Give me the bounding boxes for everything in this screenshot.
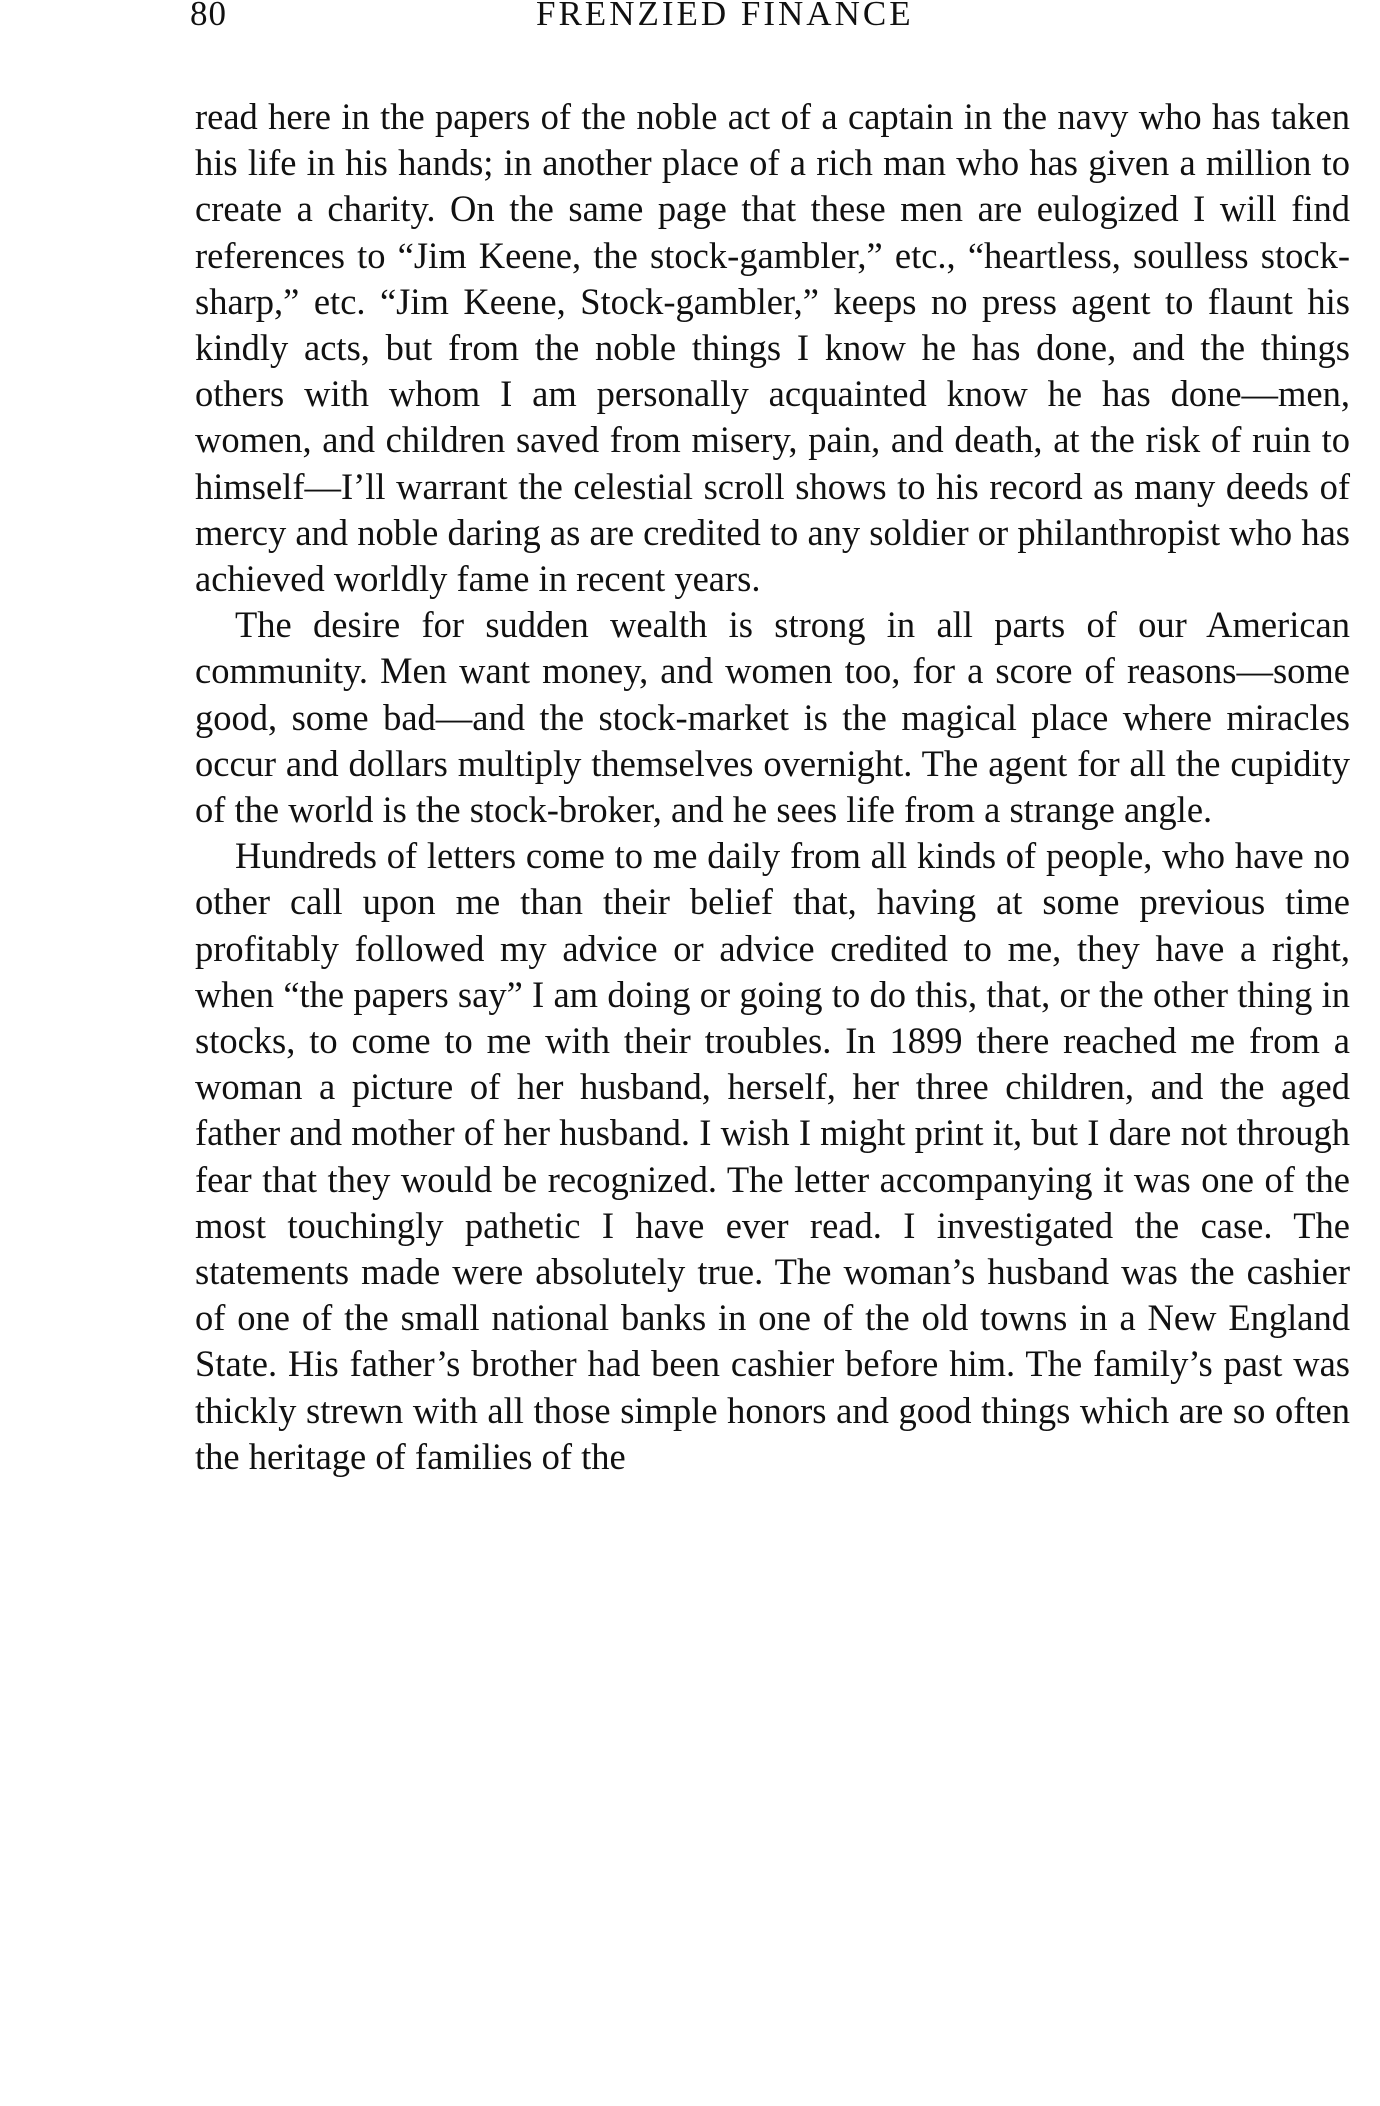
paragraph: The desire for sudden wealth is strong in all parts of our American community. Men want money, and women too, for a score of reasons—some good, some bad—and the stock-market is the magical place where miracles occur and dollars multiply themselves overnight. The agent for all the cupidity of the world is the stock-broker, and he sees life from a strange angle.	[195, 604, 1350, 831]
paragraph-continued: read here in the papers of the noble act of a captain in the navy who has taken his life in his hands; in another place of a rich man who has given a million to create a charity. On the same page that these men are eulogized I will find references to “Jim Keene, the stock-gambler,” etc., “heartless, soulless stock-sharp,” etc. “Jim Keene, Stock-gambler,” keeps no press agent to flaunt his kindly acts, but from the noble things I know he has done, and the things others with whom I am personally acquainted know he has done—men, women, and children saved from misery, pain, and death, at the risk of ruin to himself—I’ll warrant the celestial scroll shows to his record as many deeds of mercy and noble daring as are credited to any soldier or philanthropist who has achieved worldly fame in recent years.	[195, 96, 1350, 600]
running-head	[190, 0, 1190, 40]
body-text	[195, 94, 1350, 1480]
paragraph: Hundreds of letters come to me daily from all kinds of people, who have no other call upon me than their belief that, having at some previous time profitably followed my advice or advice credited to me, they have a right, when “the papers say” I am doing or going to do this, that, or the other thing in stocks, to come to me with their troubles. In 1899 there reached me from a woman a picture of her husband, herself, her three children, and the aged father and mother of her husband. I wish I might print it, but I dare not through fear that they would be recognized. The letter accompanying it was one of the most touchingly pathetic I have ever read. I investigated the case. The statements made were absolutely true. The woman’s husband was the cashier of one of the small national banks in one of the old towns in a New England State. His father’s brother had been cashier before him. The family’s past was thickly strewn with all those simple honors and good things which are so often the heritage of families of the	[195, 835, 1350, 1477]
page-number: 80	[190, 0, 227, 33]
running-title: FRENZIED FINANCE	[536, 0, 914, 33]
